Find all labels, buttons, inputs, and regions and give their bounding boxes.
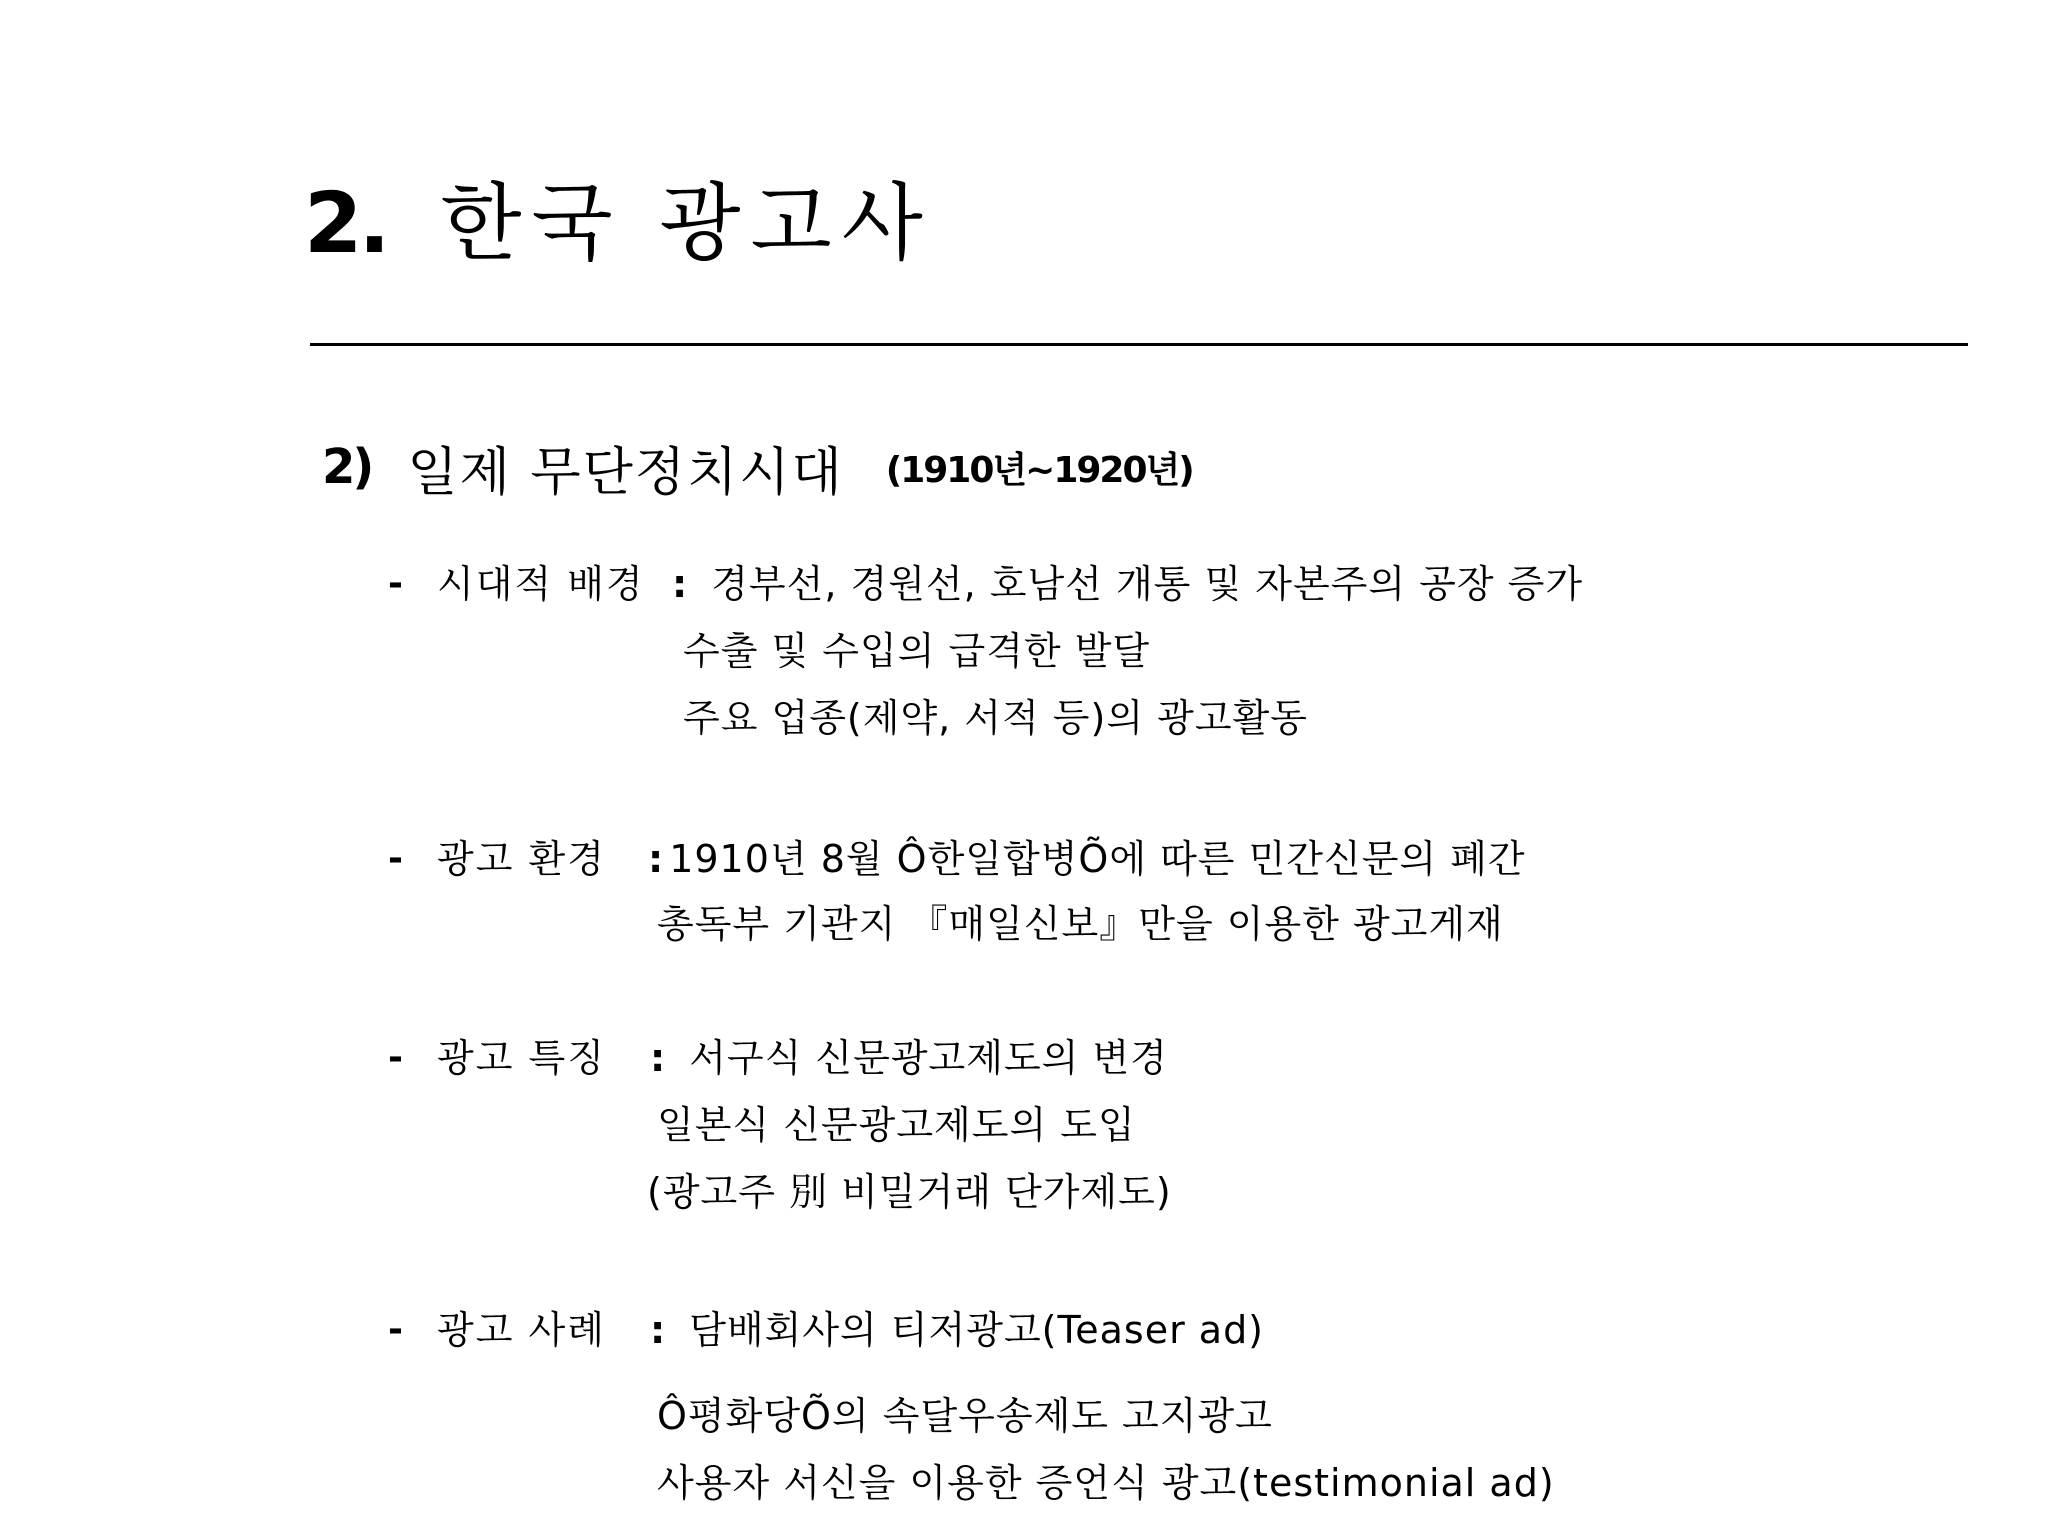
section-period: (1910년~1920년) [885, 449, 1193, 491]
block-line: 경부선, 경원선, 호남선 개통 및 자본주의 공장 증가 [711, 562, 1584, 606]
title-divider [310, 343, 1968, 346]
block-line: 서구식 신문광고제도의 변경 [689, 1036, 1168, 1080]
bullet-dash: - [388, 1037, 403, 1078]
block-line: 1910년 8월 Ô한일합병Õ에 따른 민간신문의 폐간 [669, 837, 1526, 881]
block-line: 일본식 신문광고제도의 도입 [657, 1103, 1136, 1147]
block-environment-header [0, 834, 2048, 884]
block-background-header [0, 559, 2048, 609]
section-number: 2) [322, 439, 372, 495]
block-label: 시대적 배경 [437, 562, 645, 606]
block-line: 담배회사의 티저광고(Teaser ad) [689, 1308, 1265, 1352]
block-line: Ô평화당Õ의 속달우송제도 고지광고 [657, 1394, 1273, 1438]
block-label: 광고 특징 [437, 1036, 606, 1080]
title-text: 한국 광고사 [440, 174, 933, 272]
block-line: (광고주 別 비밀거래 단가제도) [647, 1170, 1172, 1214]
block-line: 주요 업종(제약, 서적 등)의 광고활동 [683, 696, 1308, 740]
block-colon: : [650, 1036, 666, 1080]
block-colon: : [648, 837, 664, 881]
section-heading [322, 432, 1193, 502]
block-label: 광고 환경 [437, 837, 606, 881]
section-title: 일제 무단정치시대 [407, 442, 844, 503]
bullet-dash: - [388, 838, 403, 879]
bullet-dash: - [388, 1309, 403, 1350]
block-label: 광고 사례 [437, 1308, 606, 1352]
block-features-header [0, 1033, 2048, 1083]
slide-title [304, 168, 933, 278]
block-line: 수출 및 수입의 급격한 발달 [683, 629, 1151, 673]
block-line: 총독부 기관지 『매일신보』만을 이용한 광고게재 [657, 902, 1504, 946]
block-colon: : [672, 562, 688, 606]
title-number: 2. [304, 174, 387, 272]
block-line: 사용자 서신을 이용한 증언식 광고(testimonial ad) [657, 1461, 1555, 1505]
bullet-dash: - [388, 563, 403, 604]
block-colon: : [650, 1308, 666, 1352]
block-examples-header [0, 1305, 2048, 1355]
